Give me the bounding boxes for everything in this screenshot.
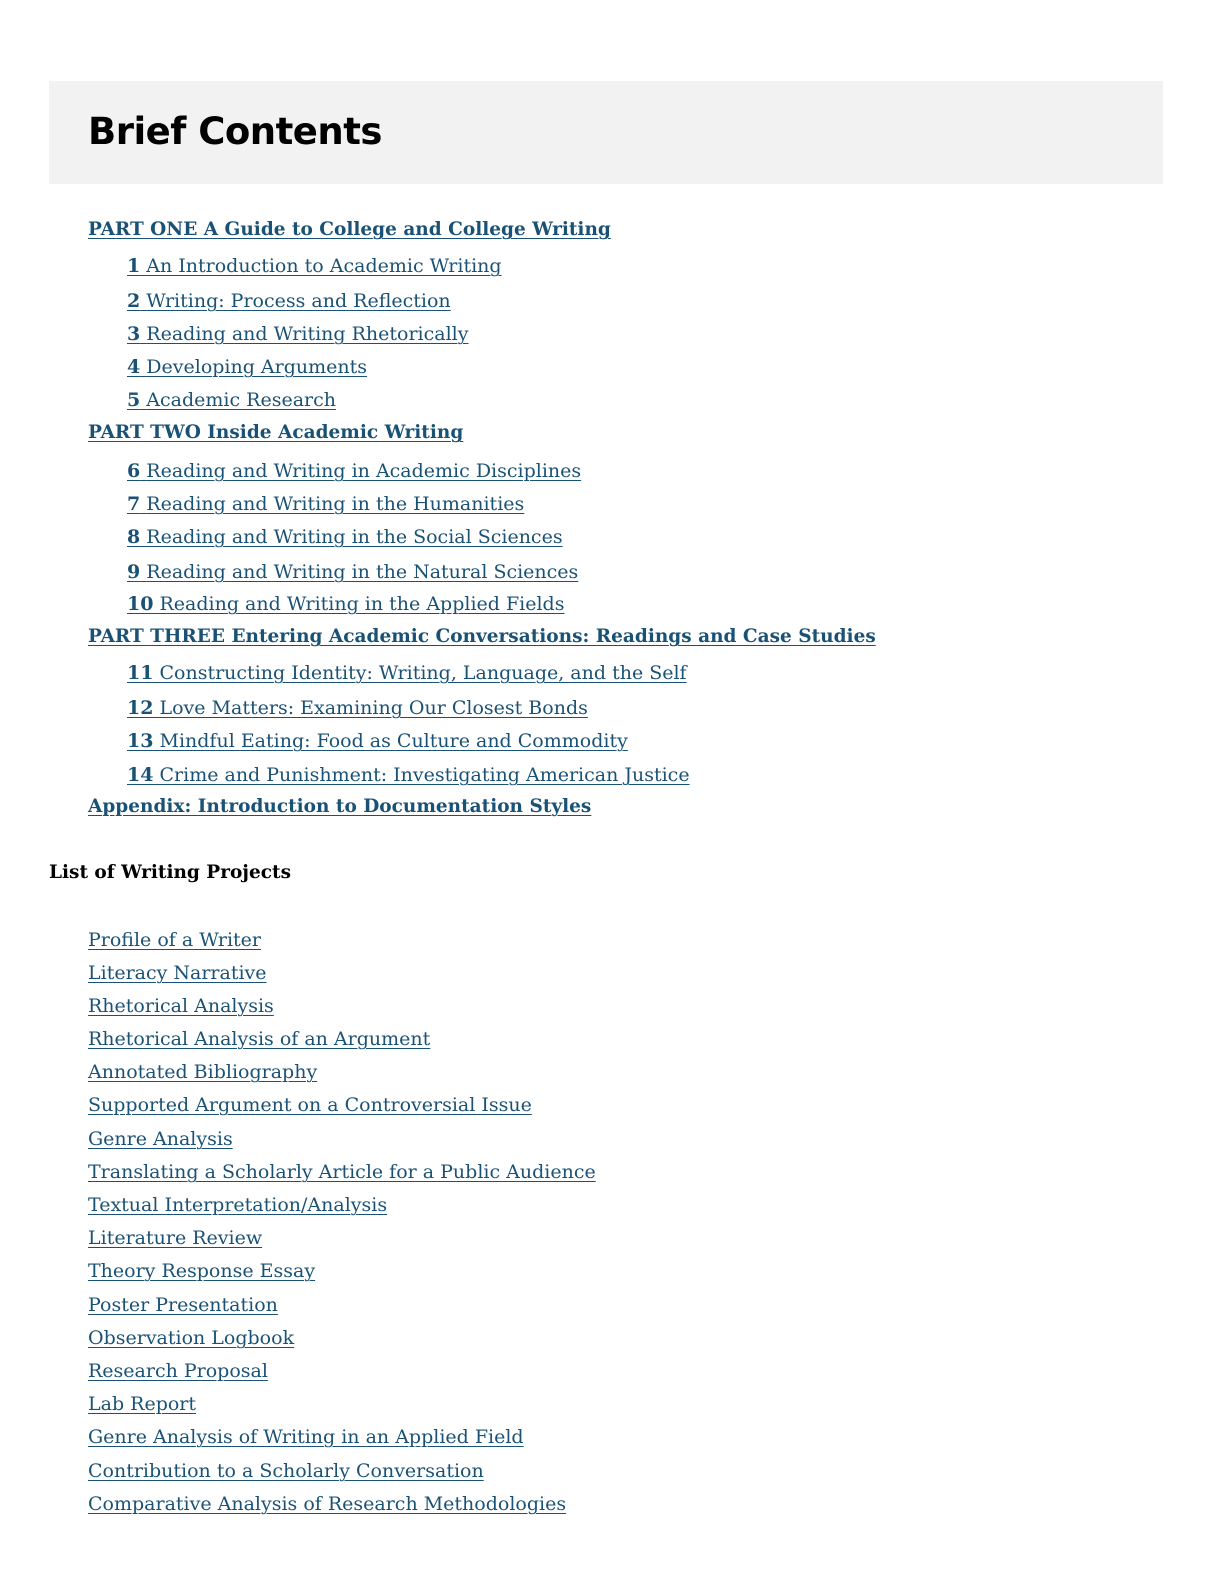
appendix-link[interactable]: Appendix: Introduction to Documentation Styles [88,796,592,817]
chapter-3-link[interactable] [127,323,468,345]
chapter-title: Constructing Identity: Writing, Language, and the Self [159,662,687,684]
project-link[interactable]: Literature Review [88,1227,263,1249]
project-link[interactable]: Theory Response Essay [88,1260,316,1282]
list-item [88,1160,596,1184]
chapter-5-link[interactable] [127,389,336,411]
chapter-11-link[interactable] [127,662,687,684]
toc-chapter-12 [127,696,588,720]
list-item [88,961,267,985]
toc-part-two [88,421,463,445]
chapter-title: Crime and Punishment: Investigating American Justice [159,764,690,786]
project-link[interactable]: Rhetorical Analysis of an Argument [88,1028,431,1050]
list-item [88,1459,484,1483]
chapter-title: Writing: Process and Reflection [146,290,451,312]
chapter-number: 10 [127,593,154,615]
project-link[interactable]: Genre Analysis [88,1128,233,1150]
toc-chapter-7 [127,492,524,516]
list-item [88,1127,233,1151]
toc-chapter-14 [127,763,690,787]
writing-projects-heading: List of Writing Projects [49,862,291,883]
list-item [88,1326,294,1350]
project-link[interactable]: Genre Analysis of Writing in an Applied Field [88,1426,524,1448]
list-item [88,1093,532,1117]
chapter-title: Reading and Writing in Academic Disciplines [146,460,582,482]
chapter-1-link[interactable] [127,255,502,277]
chapter-number: 9 [127,561,141,583]
chapter-title: Reading and Writing in the Natural Sciences [146,561,579,583]
chapter-14-link[interactable] [127,764,690,786]
chapter-7-link[interactable] [127,493,524,515]
chapter-number: 14 [127,764,154,786]
list-item [88,1359,268,1383]
chapter-6-link[interactable] [127,460,581,482]
chapter-10-link[interactable] [127,593,564,615]
chapter-4-link[interactable] [127,356,367,378]
chapter-9-link[interactable] [127,561,578,583]
list-item [88,1193,387,1217]
chapter-number: 12 [127,697,154,719]
project-link[interactable]: Annotated Bibliography [88,1061,318,1083]
toc-chapter-11 [127,661,687,685]
page-title: Brief Contents [88,110,382,153]
project-link[interactable]: Translating a Scholarly Article for a Public Audience [88,1161,596,1183]
project-link[interactable]: Poster Presentation [88,1294,278,1316]
list-item [88,1060,317,1084]
part-three-link[interactable]: PART THREE Entering Academic Conversations: Readings and Case Studies [88,626,876,647]
toc-chapter-9 [127,560,578,584]
part-two-link[interactable]: PART TWO Inside Academic Writing [88,422,464,443]
chapter-title: Reading and Writing in the Social Sciences [146,526,563,548]
title-banner [49,81,1163,184]
list-item [88,1425,524,1449]
list-item [88,994,274,1018]
chapter-number: 1 [127,255,141,277]
toc-chapter-13 [127,729,628,753]
toc-chapter-8 [127,525,563,549]
chapter-12-link[interactable] [127,697,588,719]
chapter-number: 13 [127,730,154,752]
project-link[interactable]: Profile of a Writer [88,929,262,951]
toc-chapter-2 [127,289,451,313]
list-item [88,1392,196,1416]
toc-chapter-3 [127,322,468,346]
chapter-title: Love Matters: Examining Our Closest Bonds [159,697,588,719]
toc-part-three [88,625,876,649]
list-item [88,1259,315,1283]
project-link[interactable]: Research Proposal [88,1360,268,1382]
list-item [88,928,261,952]
chapter-title: Reading and Writing Rhetorically [146,323,469,345]
chapter-title: An Introduction to Academic Writing [146,255,502,277]
toc-chapter-5 [127,388,336,412]
list-item [88,1027,430,1051]
toc-chapter-1 [127,254,502,278]
chapter-title: Mindful Eating: Food as Culture and Commodity [159,730,628,752]
toc-chapter-4 [127,355,367,379]
toc-part-one [88,218,611,242]
chapter-title: Reading and Writing in the Applied Fields [159,593,565,615]
chapter-title: Reading and Writing in the Humanities [146,493,525,515]
project-link[interactable]: Supported Argument on a Controversial Issue [88,1094,532,1116]
chapter-title: Academic Research [146,389,336,411]
part-one-link[interactable]: PART ONE A Guide to College and College Writing [88,219,611,240]
list-item [88,1226,262,1250]
chapter-number: 6 [127,460,141,482]
project-link[interactable]: Literacy Narrative [88,962,267,984]
project-link[interactable]: Observation Logbook [88,1327,295,1349]
chapter-number: 3 [127,323,141,345]
chapter-title: Developing Arguments [146,356,368,378]
project-link[interactable]: Contribution to a Scholarly Conversation [88,1460,484,1482]
chapter-number: 2 [127,290,141,312]
toc-chapter-6 [127,459,581,483]
project-link[interactable]: Lab Report [88,1393,197,1415]
toc-appendix [88,795,591,819]
project-link[interactable]: Rhetorical Analysis [88,995,274,1017]
project-link[interactable]: Comparative Analysis of Research Methodologies [88,1493,567,1515]
project-link[interactable]: Textual Interpretation/Analysis [88,1194,388,1216]
chapter-2-link[interactable] [127,290,451,312]
chapter-number: 5 [127,389,141,411]
toc-chapter-10 [127,592,564,616]
chapter-number: 4 [127,356,141,378]
list-item [88,1293,278,1317]
chapter-number: 8 [127,526,141,548]
chapter-13-link[interactable] [127,730,628,752]
chapter-8-link[interactable] [127,526,563,548]
list-item [88,1492,566,1516]
chapter-number: 11 [127,662,154,684]
chapter-number: 7 [127,493,141,515]
